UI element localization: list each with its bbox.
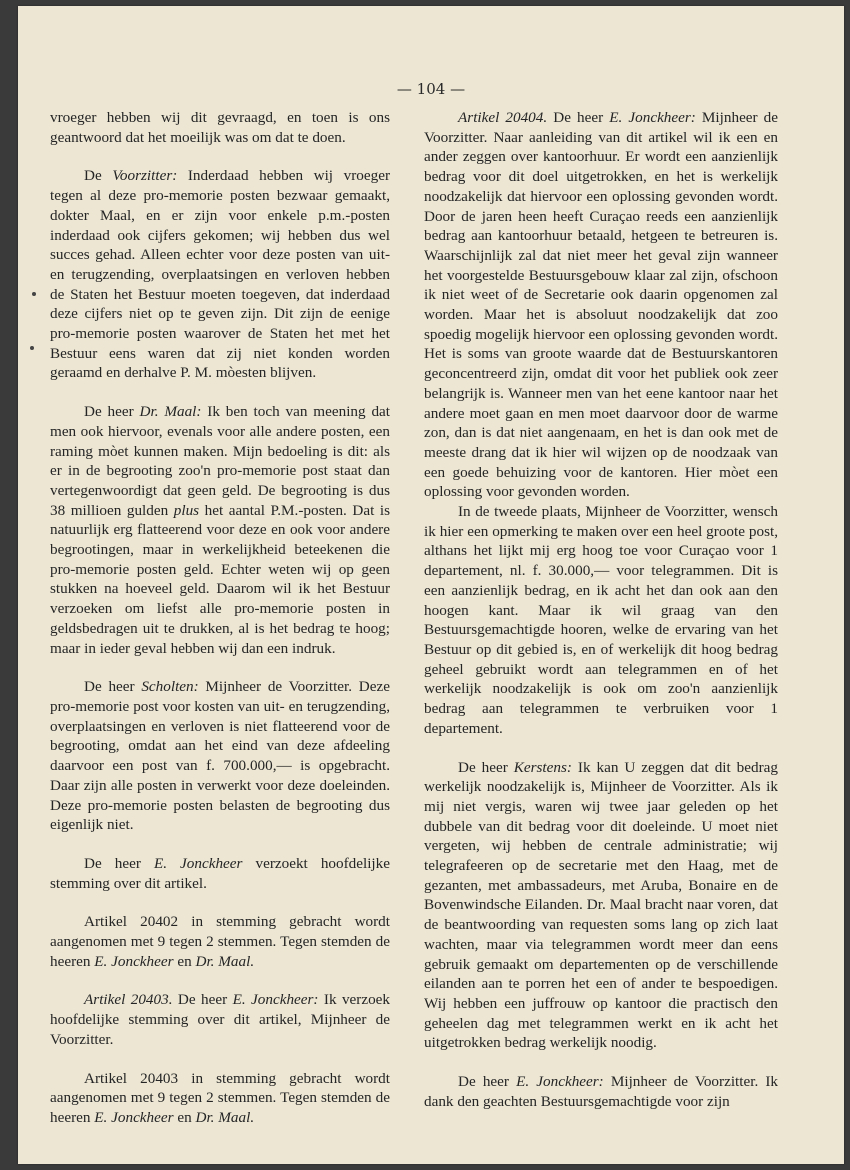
speaker-name: E. Jonckheer: (232, 991, 319, 1009)
vote-result: Artikel 20403 in stemming gebracht wordt aangenomen met 9 tegen 2 stemmen. Tegen stemden de heeren E. Jonckheer en Dr. Maal. (50, 1069, 390, 1126)
speaker-name: Voorzitter: (112, 167, 178, 185)
article-number: Artikel 20403. (84, 991, 173, 1009)
paragraph: De heer Dr. Maal: Ik ben toch van meening dat men ook hiervoor, evenals voor alle andere posten, een raming mòet kunnen maken. Mijn bedoeling is dit: als er in de begrooting zoo'n pro-memorie post staat dan vertegenwoordigt dat geen geld. De begrooting is dus 38 millioen gulden plus het aantal P.M.-posten. Dat is natuurlijk erg flatteerend voor deze en ook voor andere begrootingen, maar in werkelijkheid beteekenen die pro-memorie posten geld. Echter weten wij op geen stukken na hoeveel geld. Daarom wil ik het Bestuur verzoeken om liefst alle pro-memorie posten in geldsbedragen uit te drukken, al is het bedrag te hoog; maar in ieder geval hebben wij dan een indruk. (50, 403, 390, 657)
paragraph: De heer E. Jonckheer verzoekt hoofdelijke stemming over dit artikel. (50, 854, 390, 892)
page-number: — 104 — (396, 80, 466, 98)
speaker-name: Scholten: (141, 678, 199, 696)
document-page (18, 6, 844, 1164)
binding-hole-mark (32, 292, 36, 296)
article-heading: Artikel 20403. De heer E. Jonckheer: Ik verzoek hoofdelijke stemming over dit artikel, Mijnheer de Voorzitter. (50, 991, 391, 1048)
speaker-name: Kerstens: (513, 758, 572, 776)
speaker-name: E. Jonckheer (153, 854, 243, 872)
speaker-name: E. Jonckheer: (609, 109, 696, 126)
paragraph: In de tweede plaats, Mijnheer de Voorzitter, wensch ik hier een opmerking te maken over een heel groote post, althans het lijkt mij erg hoog toe voor Curaçao voor 1 departement, nl. f. 30.000,— voor telegrammen. Dit is een aanzienlijk bedrag, en ik acht het dan ook aan den hoogen kant. Maar ik wil graag van den Bestuursgemachtigde hooren, welke de ervaring van het Bestuur op dit gebied is, en of werkelijk dit hoog bedrag geheel gebruikt wordt aan telegrammen en of het werkelijk noodzakelijk is ook om zoo'n aanzienlijk bedrag aan telegrammen te verbruiken voor 1 departement. (424, 503, 778, 737)
speaker-name: Dr. Maal: (139, 403, 202, 421)
article-heading: Artikel 20404. De heer E. Jonckheer: Mijnheer de Voorzitter. Naar aanleiding van dit artikel wil ik een en ander zeggen over kantoorhuur. Er wordt een aanzienlijk bedrag voor dit doel uitgetrokken, en het is werkelijk noodzakelijk dat hiervoor een oplossing gevonden wordt. Door de jaren heen heeft Curaçao reeds een aanzienlijk bedrag aan kantoorhuur betaald, hetgeen te betreuren is. Waarschijnlijk zal dat niet meer het geval zijn wanneer het voorgestelde Bestuursgebouw klaar zal zijn, ofschoon ik niet weet of de Secretarie ook daarin opgenomen zal worden. Maar het is absoluut noodzakelijk dat zoo spoedig mogelijk hiervoor een oplossing gevonden wordt. Het is soms van groote waarde dat de Bestuurskantoren geconcentreerd zijn, omdat dit voor het publiek ook zeer belangrijk is. Wanneer men van het eene kantoor naar het andere moet gaan en men moet daarvoor door de warme zon, dan is dat niet aangenaam, en het is dan ook met de meeste drang dat ik hier wil wijzen op de noodzaak van een goede behuizing voor de kantoren. Hier mòet een oplossing voor gevonden worden. (424, 109, 779, 501)
right-column (424, 108, 778, 1111)
vote-result: Artikel 20402 in stemming gebracht wordt aangenomen met 9 tegen 2 stemmen. Tegen stemden de heeren E. Jonckheer en Dr. Maal. (50, 913, 390, 970)
binding-hole-mark (30, 346, 34, 350)
paragraph: De heer E. Jonckheer: Mijnheer de Voorzitter. Ik dank den geachten Bestuursgemachtigde voor zijn (424, 1073, 779, 1110)
paragraph: De heer Kerstens: Ik kan U zeggen dat dit bedrag werkelijk noodzakelijk is, Mijnheer de Voorzitter. Als ik mij niet vergis, waren wij twee jaar geleden op het dubbele van dit bedrag voor dit doeleinde. U moet niet vergeten, wij hebben de centrale administratie; wij telegrafeeren op de secretarie met den Haag, met de gezanten, met ambassadeurs, met Aruba, Bonaire en de Bovenwindsche Eilanden. Dr. Maal bracht naar voren, dat de beantwoording van requesten soms lang op zich laat wachten, maar via telegrammen wordt meer dan eens gebruik gemaakt om departementen op de verschillende eilanden aan te porren het een of ander te bespoedigen. Wij hebben een juffrouw op kantoor die practisch den geheelen dag met telegrammen werkt en ik acht het uitgetrokken bedrag werkelijk noodig. (424, 758, 778, 1052)
paragraph: De heer Scholten: Mijnheer de Voorzitter. Deze pro-memorie post voor kosten van uit- en terugzending, overplaatsingen en verloven is niet flatteerend voor de begrooting, omdat aan het eind van deze afdeeling daarvoor een post van f. 700.000,— is opgebracht. Daar zijn alle posten in verwerkt voor deze doeleinden. Deze pro-memorie posten belasten de begrooting dus eigenlijk niet. (50, 678, 390, 834)
left-column (50, 108, 390, 1128)
article-number: Artikel 20404. (458, 109, 548, 126)
paragraph: vroeger hebben wij dit gevraagd, en toen is ons geantwoord dat het moeilijk was om dat te doen. (50, 109, 390, 146)
speaker-name: E. Jonckheer: (516, 1073, 604, 1091)
paragraph: De Voorzitter: Inderdaad hebben wij vroeger tegen al deze pro-memorie posten bezwaar gemaakt, dokter Maal, en er zijn voor enkele p.m.-posten inderdaad ook cijfers gekomen; wij hebben dus wel succes gehad. Alleen echter voor deze posten van uit- en terugzending, overplaatsingen en verloven hebben de Staten het Bestuur moeten toegeven, dat inderdaad deze cijfers niet op te geven zijn. Dit zijn de eenige pro-memorie posten waarover de Staten het met het Bestuur eens waren dat zij niet konden worden geraamd en derhalve P. M. mòesten blijven. (50, 167, 390, 382)
